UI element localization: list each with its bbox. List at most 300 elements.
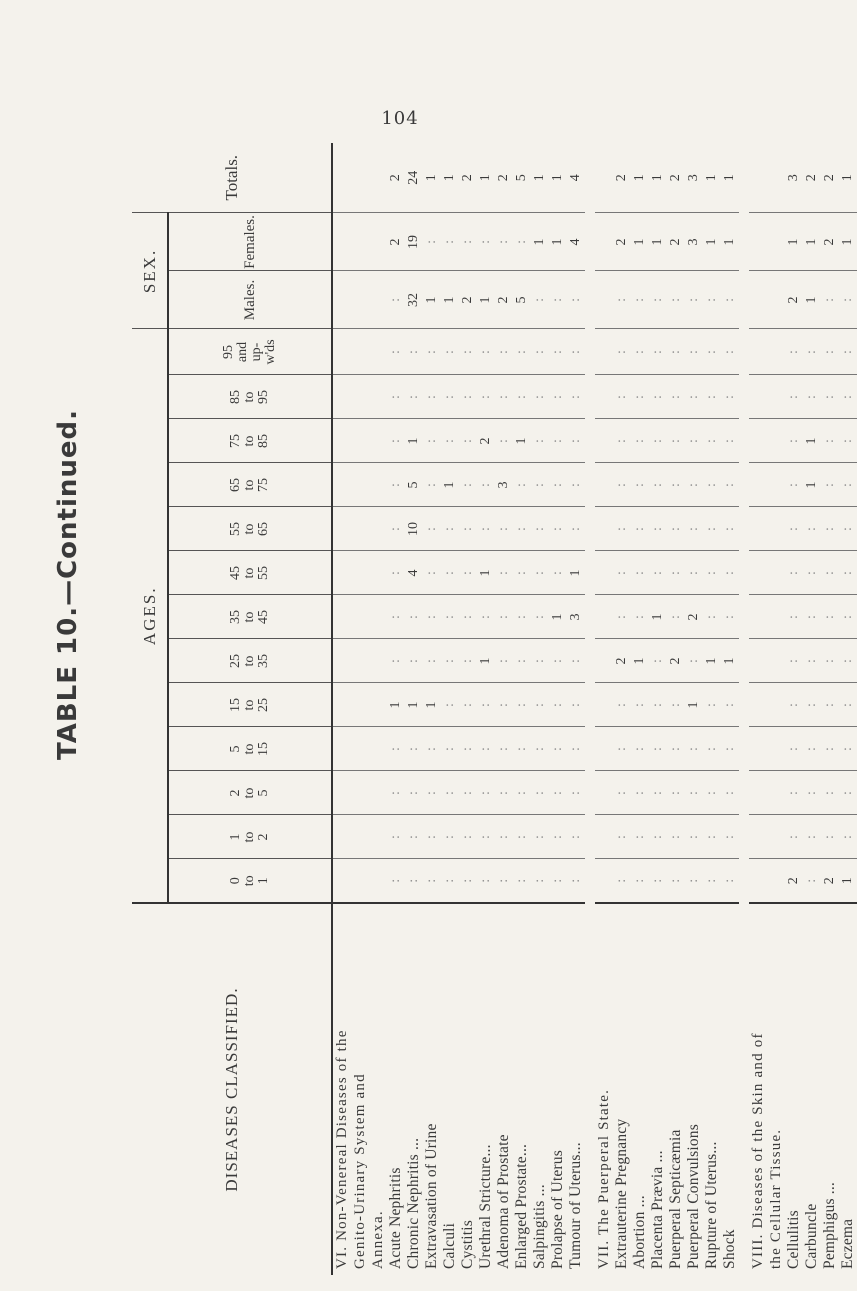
- males-count-cell: :: [613, 271, 631, 329]
- age-count-cell: 2: [613, 639, 631, 683]
- age-band-header: [168, 771, 332, 815]
- empty-cell: [369, 143, 387, 213]
- age-count-cell: :: [423, 859, 441, 903]
- empty-cell: [749, 639, 767, 683]
- females-count-cell: :: [477, 213, 495, 271]
- males-count-cell: :: [631, 271, 649, 329]
- age-count-cell: :: [549, 551, 567, 595]
- age-count-cell: 1: [803, 463, 821, 507]
- age-count-cell: :: [785, 375, 803, 419]
- age-count-cell: :: [667, 507, 685, 551]
- age-count-cell: :: [839, 771, 857, 815]
- age-count-cell: :: [649, 375, 667, 419]
- age-count-cell: :: [821, 375, 839, 419]
- age-count-cell: :: [495, 551, 513, 595]
- age-count-cell: :: [685, 419, 703, 463]
- age-count-cell: :: [495, 375, 513, 419]
- empty-cell: [332, 271, 351, 329]
- age-count-cell: :: [649, 639, 667, 683]
- age-band-label-part: to: [242, 435, 257, 447]
- empty-cell: [332, 551, 351, 595]
- females-count-cell: 2: [613, 213, 631, 271]
- table-row: [513, 143, 531, 1275]
- empty-cell: [369, 639, 387, 683]
- males-count-cell: :: [387, 271, 405, 329]
- page-number: 104: [381, 108, 419, 129]
- age-count-cell: :: [667, 551, 685, 595]
- age-count-cell: :: [839, 463, 857, 507]
- section-heading-row: [749, 143, 767, 1275]
- empty-cell: [749, 815, 767, 859]
- females-count-cell: :: [513, 213, 531, 271]
- empty-cell: [749, 213, 767, 271]
- disease-name: Tumour of Uterus...: [567, 903, 585, 1275]
- age-count-cell: :: [405, 329, 423, 375]
- age-count-cell: :: [703, 683, 721, 727]
- males-count-cell: :: [721, 271, 739, 329]
- disease-name: Chronic Nephritis ...: [405, 903, 423, 1275]
- age-count-cell: :: [567, 375, 585, 419]
- empty-cell: [369, 815, 387, 859]
- disease-name: Shock: [721, 903, 739, 1275]
- empty-cell: [369, 551, 387, 595]
- age-count-cell: :: [495, 639, 513, 683]
- age-count-cell: :: [459, 463, 477, 507]
- age-count-cell: 1: [405, 419, 423, 463]
- age-count-cell: :: [685, 507, 703, 551]
- age-count-cell: :: [785, 639, 803, 683]
- age-count-cell: :: [405, 815, 423, 859]
- table-row: [631, 143, 649, 1275]
- total-count-cell: 1: [424, 174, 439, 182]
- males-count-cell: :: [649, 271, 667, 329]
- section-heading: the Cellular Tissue.: [767, 903, 785, 1275]
- empty-cell: [369, 727, 387, 771]
- empty-cell: [351, 551, 369, 595]
- age-count-cell: :: [803, 551, 821, 595]
- total-count-cell: 2: [496, 174, 511, 182]
- age-count-cell: :: [567, 507, 585, 551]
- table-row: [495, 143, 513, 1275]
- age-count-cell: :: [839, 815, 857, 859]
- age-count-cell: :: [549, 683, 567, 727]
- females-count-cell: 4: [567, 213, 585, 271]
- empty-cell: [369, 375, 387, 419]
- age-count-cell: :: [459, 639, 477, 683]
- empty-cell: [767, 683, 785, 727]
- empty-cell: [351, 859, 369, 903]
- males-count-cell: 2: [785, 271, 803, 329]
- spacer-row: [585, 143, 595, 1275]
- females-count-cell: 2: [387, 213, 405, 271]
- age-count-cell: :: [803, 639, 821, 683]
- table-row: [721, 143, 739, 1275]
- age-count-cell: :: [513, 815, 531, 859]
- age-band-label-part: 75: [256, 478, 271, 492]
- age-count-cell: 1: [703, 639, 721, 683]
- age-count-cell: 1: [631, 639, 649, 683]
- total-count-cell: 3: [786, 174, 801, 182]
- age-band-label-part: up-: [249, 342, 264, 362]
- age-count-cell: :: [839, 727, 857, 771]
- table-container: [132, 145, 856, 1275]
- empty-cell: [351, 595, 369, 639]
- age-count-cell: :: [667, 727, 685, 771]
- empty-cell: [332, 727, 351, 771]
- age-count-cell: :: [459, 551, 477, 595]
- age-count-cell: :: [495, 595, 513, 639]
- empty-cell: [595, 143, 613, 213]
- empty-cell: [767, 771, 785, 815]
- age-count-cell: :: [703, 771, 721, 815]
- males-count-cell: 1: [441, 271, 459, 329]
- age-count-cell: :: [441, 815, 459, 859]
- females-count-cell: 3: [685, 213, 703, 271]
- age-count-cell: :: [423, 815, 441, 859]
- table-row: [441, 143, 459, 1275]
- age-band-label-part: 85: [256, 434, 271, 448]
- age-count-cell: :: [405, 859, 423, 903]
- age-band-header: [168, 727, 332, 771]
- empty-cell: [595, 375, 613, 419]
- empty-cell: [332, 683, 351, 727]
- age-count-cell: 1: [441, 463, 459, 507]
- age-count-cell: :: [785, 463, 803, 507]
- age-count-cell: 1: [549, 595, 567, 639]
- females-count-cell: 1: [649, 213, 667, 271]
- age-count-cell: :: [513, 463, 531, 507]
- males-count-cell: :: [531, 271, 549, 329]
- empty-cell: [595, 727, 613, 771]
- age-count-cell: :: [387, 727, 405, 771]
- age-count-cell: :: [803, 727, 821, 771]
- empty-cell: [332, 639, 351, 683]
- empty-cell: [332, 329, 351, 375]
- table-row: [821, 143, 839, 1275]
- empty-cell: [332, 815, 351, 859]
- age-count-cell: :: [477, 683, 495, 727]
- empty-cell: [369, 329, 387, 375]
- empty-cell: [749, 419, 767, 463]
- age-band-header: [168, 375, 332, 419]
- age-band-label-part: w'ds: [263, 339, 278, 365]
- empty-cell: [749, 329, 767, 375]
- age-band-label-part: to: [242, 787, 257, 799]
- section-heading-row: [369, 143, 387, 1275]
- section-heading: Annexa.: [369, 903, 387, 1275]
- section-heading-row: [351, 143, 369, 1275]
- empty-cell: [767, 329, 785, 375]
- age-count-cell: 5: [405, 463, 423, 507]
- empty-cell: [595, 595, 613, 639]
- empty-cell: [749, 551, 767, 595]
- age-count-cell: :: [785, 815, 803, 859]
- age-count-cell: :: [387, 859, 405, 903]
- empty-cell: [749, 375, 767, 419]
- males-count-cell: :: [685, 271, 703, 329]
- age-count-cell: :: [631, 727, 649, 771]
- disease-name: Extravasation of Urine: [423, 903, 441, 1275]
- empty-cell: [351, 463, 369, 507]
- age-band-label-part: 5: [228, 745, 243, 753]
- age-count-cell: :: [567, 639, 585, 683]
- age-band-label-part: 1: [256, 877, 271, 885]
- age-count-cell: :: [477, 727, 495, 771]
- age-count-cell: :: [387, 771, 405, 815]
- diseases-header: DISEASES CLASSIFIED.: [132, 903, 332, 1275]
- age-band-label-part: to: [242, 479, 257, 491]
- males-count-cell: :: [703, 271, 721, 329]
- age-count-cell: 3: [495, 463, 513, 507]
- empty-cell: [767, 213, 785, 271]
- age-count-cell: :: [613, 771, 631, 815]
- table-row: [803, 143, 821, 1275]
- table-row: [459, 143, 477, 1275]
- age-count-cell: :: [703, 329, 721, 375]
- age-count-cell: :: [495, 815, 513, 859]
- empty-cell: [332, 463, 351, 507]
- empty-cell: [595, 551, 613, 595]
- age-count-cell: 4: [405, 551, 423, 595]
- section-heading-row: [767, 143, 785, 1275]
- males-count-cell: :: [821, 271, 839, 329]
- age-count-cell: :: [821, 595, 839, 639]
- empty-cell: [595, 771, 613, 815]
- age-count-cell: :: [613, 683, 631, 727]
- disease-name: Enlarged Prostate...: [513, 903, 531, 1275]
- age-count-cell: :: [785, 329, 803, 375]
- age-count-cell: :: [387, 329, 405, 375]
- empty-cell: [767, 419, 785, 463]
- age-count-cell: :: [513, 375, 531, 419]
- age-count-cell: :: [567, 463, 585, 507]
- empty-cell: [749, 463, 767, 507]
- age-count-cell: :: [821, 639, 839, 683]
- age-count-cell: :: [549, 815, 567, 859]
- spacer-cell: [739, 143, 749, 1275]
- rotated-table: [132, 145, 856, 1275]
- table-caption: TABLE 10.—Continued.: [53, 408, 83, 760]
- empty-cell: [767, 727, 785, 771]
- empty-cell: [369, 507, 387, 551]
- age-count-cell: :: [613, 507, 631, 551]
- age-count-cell: :: [613, 375, 631, 419]
- age-count-cell: :: [821, 771, 839, 815]
- disease-name: Pemphigus ...: [821, 903, 839, 1275]
- age-count-cell: :: [649, 507, 667, 551]
- age-count-cell: :: [495, 329, 513, 375]
- age-count-cell: :: [531, 771, 549, 815]
- total-count-cell: 1: [650, 174, 665, 182]
- age-count-cell: :: [423, 771, 441, 815]
- empty-cell: [749, 683, 767, 727]
- empty-cell: [369, 271, 387, 329]
- females-count-cell: 2: [821, 213, 839, 271]
- age-band-label-part: 55: [228, 522, 243, 536]
- disease-name: Rupture of Uterus...: [703, 903, 721, 1275]
- females-count-cell: 1: [549, 213, 567, 271]
- age-count-cell: :: [703, 463, 721, 507]
- age-count-cell: :: [839, 507, 857, 551]
- age-count-cell: :: [531, 639, 549, 683]
- spacer-cell: [585, 143, 595, 1275]
- age-count-cell: :: [423, 727, 441, 771]
- males-count-cell: :: [839, 271, 857, 329]
- empty-cell: [351, 419, 369, 463]
- age-count-cell: :: [649, 859, 667, 903]
- age-count-cell: :: [549, 329, 567, 375]
- disease-name: Urethral Stricture...: [477, 903, 495, 1275]
- disease-name: Cellulitis: [785, 903, 803, 1275]
- age-band-header: [168, 683, 332, 727]
- age-count-cell: :: [803, 595, 821, 639]
- table-row: [667, 143, 685, 1275]
- empty-cell: [595, 271, 613, 329]
- empty-cell: [595, 463, 613, 507]
- males-count-cell: 2: [495, 271, 513, 329]
- empty-cell: [595, 815, 613, 859]
- age-count-cell: :: [613, 329, 631, 375]
- age-count-cell: :: [667, 463, 685, 507]
- age-count-cell: :: [531, 329, 549, 375]
- age-count-cell: :: [839, 595, 857, 639]
- disease-name: Eczema: [839, 903, 857, 1275]
- age-count-cell: :: [667, 595, 685, 639]
- table-row: [649, 143, 667, 1275]
- empty-cell: [351, 329, 369, 375]
- age-band-label-part: 95: [256, 390, 271, 404]
- total-count-cell: 1: [632, 174, 647, 182]
- age-count-cell: :: [631, 859, 649, 903]
- age-band-label-part: 75: [228, 434, 243, 448]
- age-count-cell: :: [531, 507, 549, 551]
- age-count-cell: :: [703, 375, 721, 419]
- age-count-cell: :: [649, 551, 667, 595]
- age-count-cell: :: [667, 375, 685, 419]
- age-band-label-part: to: [242, 831, 257, 843]
- age-count-cell: :: [649, 329, 667, 375]
- age-count-cell: :: [839, 419, 857, 463]
- age-count-cell: :: [459, 329, 477, 375]
- age-count-cell: :: [667, 329, 685, 375]
- age-count-cell: :: [685, 329, 703, 375]
- empty-cell: [767, 639, 785, 683]
- age-count-cell: :: [405, 639, 423, 683]
- empty-cell: [351, 639, 369, 683]
- total-count-cell: 2: [388, 174, 403, 182]
- age-count-cell: :: [405, 771, 423, 815]
- age-count-cell: :: [821, 727, 839, 771]
- age-count-cell: :: [685, 771, 703, 815]
- total-count-cell: 2: [822, 174, 837, 182]
- table-row: [703, 143, 721, 1275]
- age-count-cell: 1: [513, 419, 531, 463]
- age-count-cell: :: [441, 329, 459, 375]
- section-heading-row: [595, 143, 613, 1275]
- age-count-cell: :: [495, 859, 513, 903]
- age-count-cell: :: [477, 815, 495, 859]
- age-count-cell: :: [567, 859, 585, 903]
- age-count-cell: :: [477, 329, 495, 375]
- empty-cell: [351, 771, 369, 815]
- empty-cell: [595, 213, 613, 271]
- empty-cell: [595, 683, 613, 727]
- age-count-cell: :: [721, 859, 739, 903]
- empty-cell: [749, 771, 767, 815]
- age-band-label-part: 2: [256, 833, 271, 841]
- males-count-cell: :: [667, 271, 685, 329]
- empty-cell: [369, 683, 387, 727]
- age-count-cell: :: [441, 595, 459, 639]
- age-count-cell: 1: [721, 639, 739, 683]
- age-count-cell: :: [441, 551, 459, 595]
- age-count-cell: :: [631, 551, 649, 595]
- age-count-cell: 1: [477, 639, 495, 683]
- age-count-cell: 1: [477, 551, 495, 595]
- table-row: [531, 143, 549, 1275]
- age-count-cell: :: [513, 683, 531, 727]
- females-header: Females.: [168, 213, 332, 271]
- age-count-cell: :: [387, 463, 405, 507]
- age-count-cell: :: [649, 771, 667, 815]
- age-count-cell: :: [477, 375, 495, 419]
- age-count-cell: :: [549, 771, 567, 815]
- empty-cell: [351, 507, 369, 551]
- age-count-cell: :: [803, 375, 821, 419]
- empty-cell: [369, 859, 387, 903]
- total-count-cell: 1: [442, 174, 457, 182]
- age-count-cell: :: [387, 815, 405, 859]
- age-count-cell: :: [721, 375, 739, 419]
- age-band-header: [168, 639, 332, 683]
- age-count-cell: :: [785, 595, 803, 639]
- disease-name: Carbuncle: [803, 903, 821, 1275]
- age-count-cell: :: [839, 329, 857, 375]
- age-count-cell: :: [721, 551, 739, 595]
- age-count-cell: 2: [477, 419, 495, 463]
- age-count-cell: :: [703, 419, 721, 463]
- age-count-cell: :: [821, 507, 839, 551]
- age-band-header: [168, 595, 332, 639]
- total-count-cell: 4: [568, 174, 583, 182]
- age-count-cell: :: [441, 771, 459, 815]
- age-count-cell: :: [423, 419, 441, 463]
- disease-name: Abortion ...: [631, 903, 649, 1275]
- section-heading-row: [332, 143, 351, 1275]
- table-row: [685, 143, 703, 1275]
- table-row: [785, 143, 803, 1275]
- table-row: [387, 143, 405, 1275]
- age-count-cell: :: [495, 727, 513, 771]
- age-count-cell: :: [495, 419, 513, 463]
- age-count-cell: :: [613, 419, 631, 463]
- age-count-cell: :: [839, 683, 857, 727]
- age-count-cell: :: [821, 551, 839, 595]
- females-count-cell: 1: [721, 213, 739, 271]
- males-count-cell: 1: [477, 271, 495, 329]
- age-band-label-part: 15: [228, 698, 243, 712]
- age-count-cell: :: [459, 507, 477, 551]
- age-count-cell: :: [441, 507, 459, 551]
- age-count-cell: :: [423, 375, 441, 419]
- empty-cell: [767, 551, 785, 595]
- age-count-cell: :: [649, 727, 667, 771]
- empty-cell: [767, 815, 785, 859]
- age-count-cell: :: [405, 727, 423, 771]
- empty-cell: [369, 771, 387, 815]
- empty-cell: [351, 143, 369, 213]
- age-count-cell: :: [785, 507, 803, 551]
